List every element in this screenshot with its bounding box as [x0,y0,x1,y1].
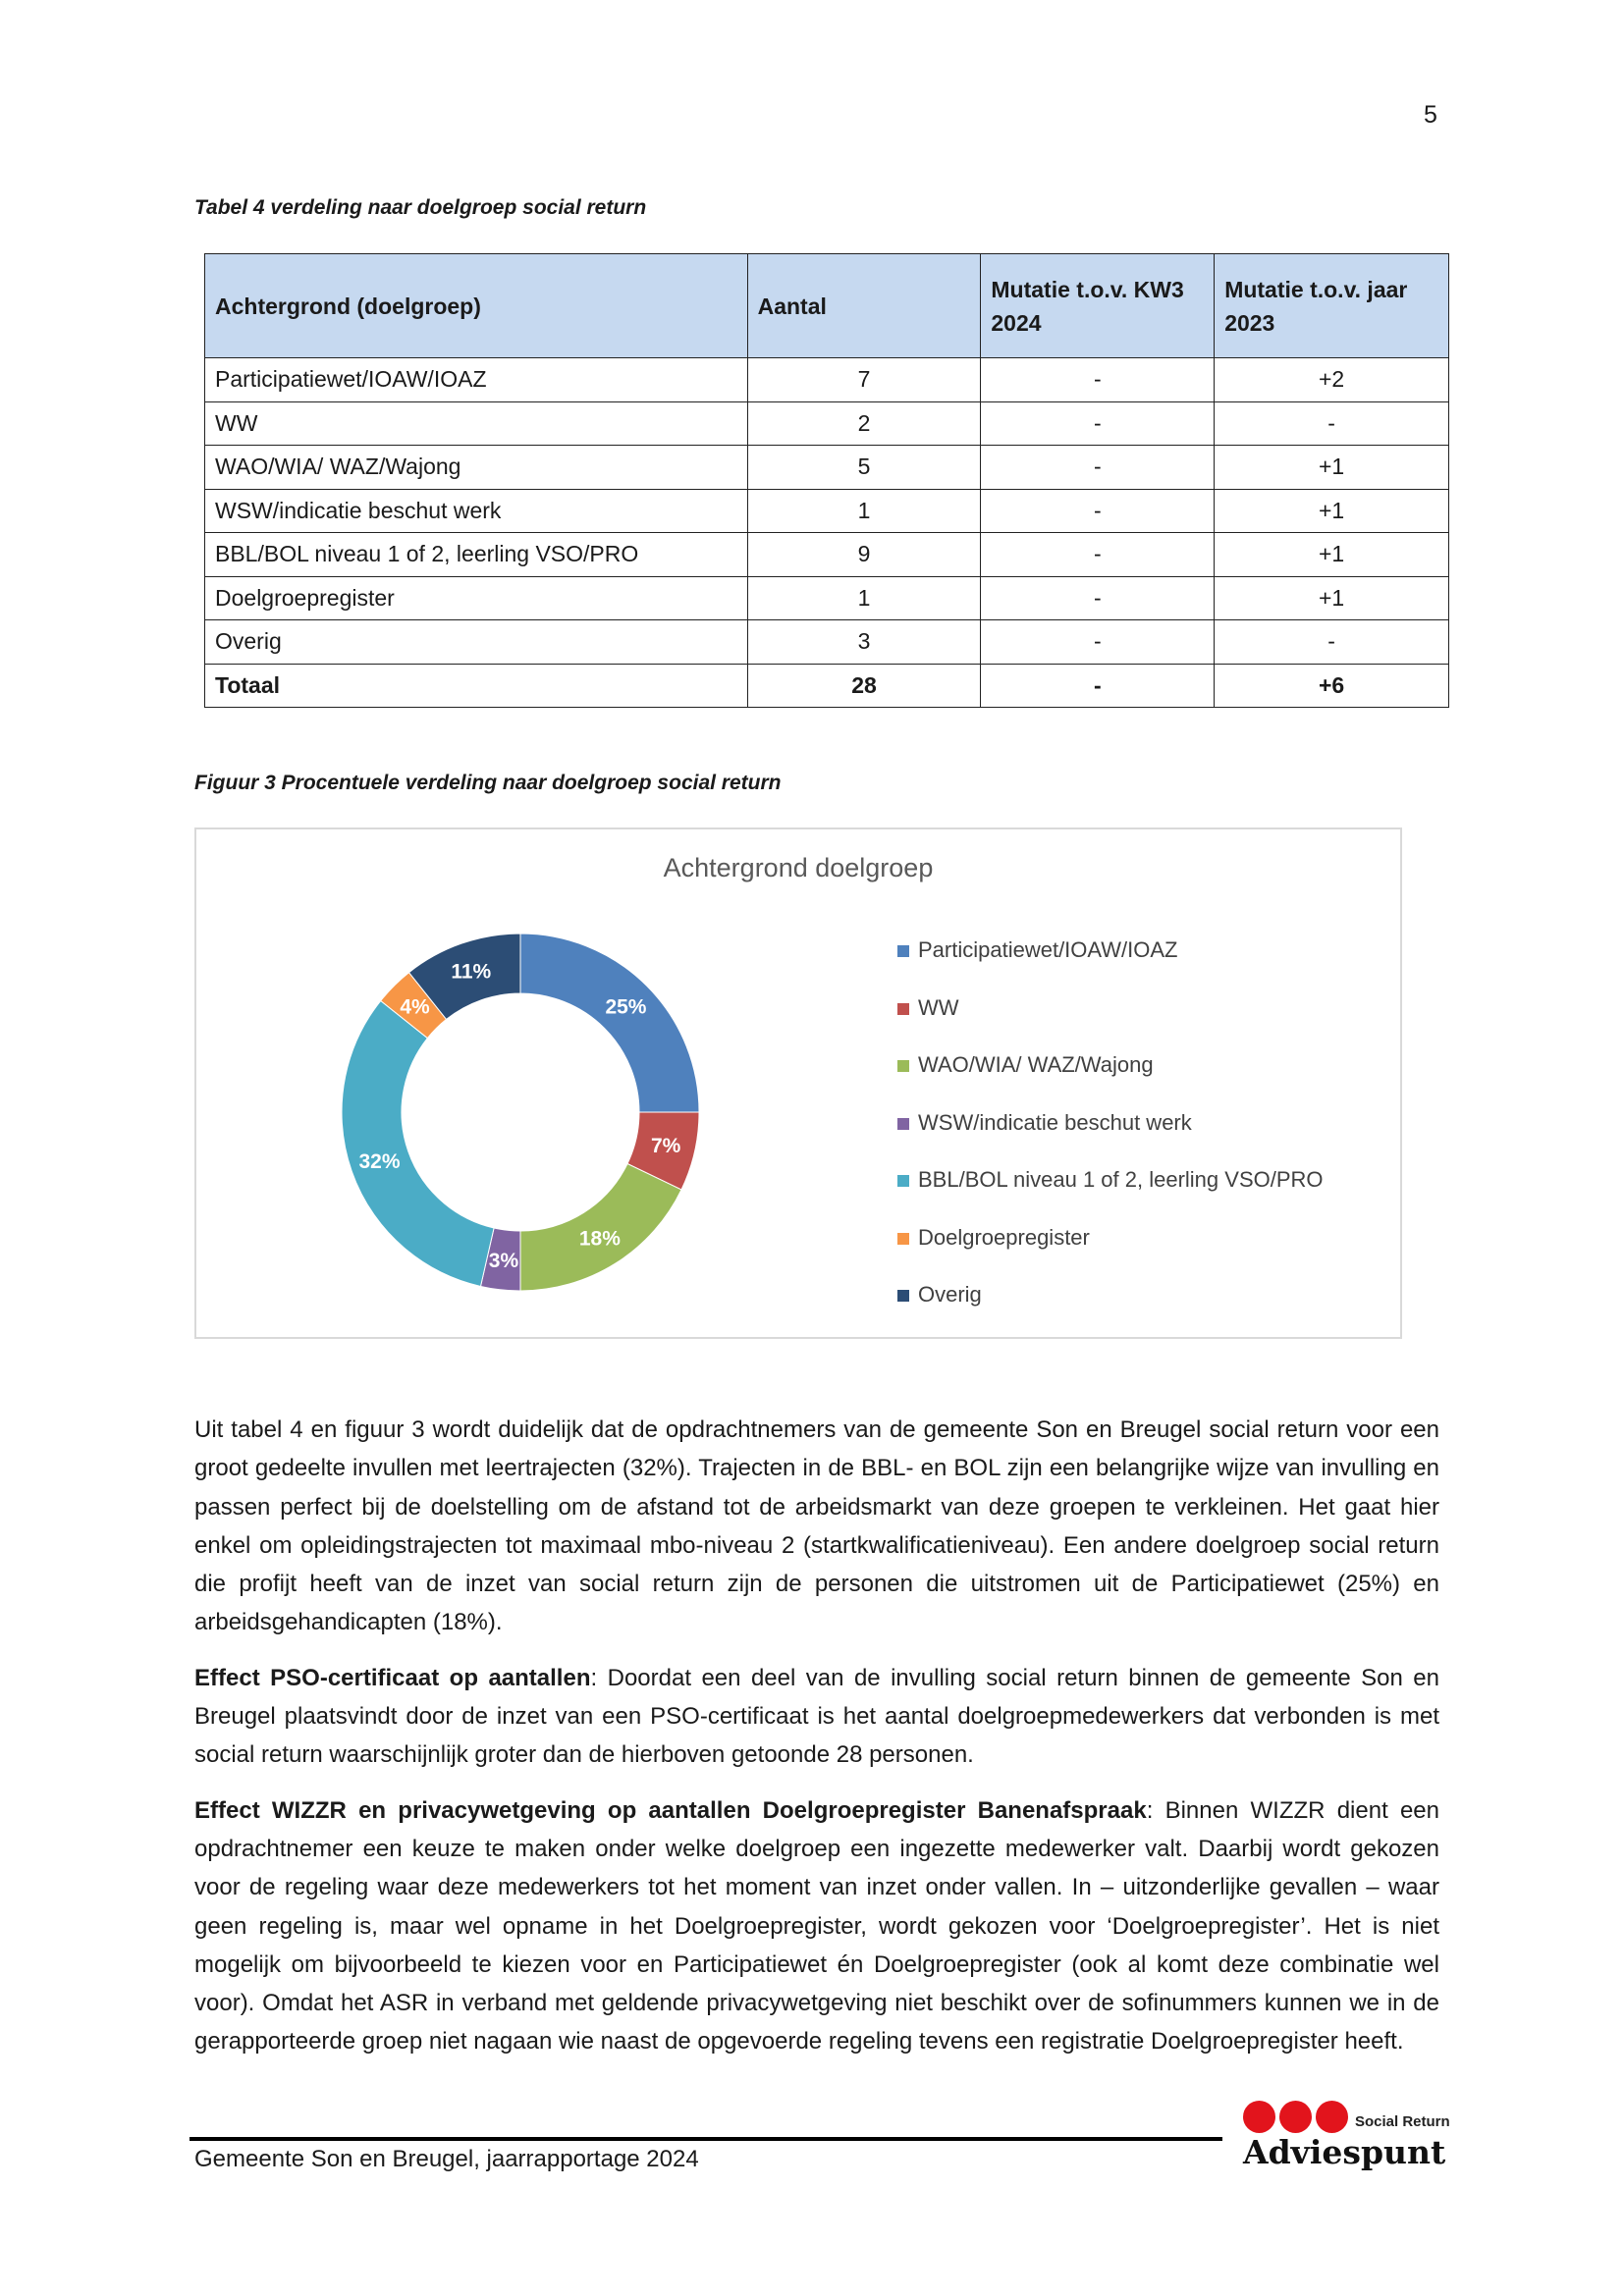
logo-dot-icon [1279,2101,1312,2133]
table-cell: 1 [747,576,981,620]
table-header-cell: Achtergrond (doelgroep) [205,254,748,358]
table-cell: - [1215,401,1449,446]
table-cell: - [1215,620,1449,665]
donut-data-label: 32% [358,1150,401,1174]
paragraph-text: : Binnen WIZZR dient een opdrachtnemer een keuze te maken onder welke doelgroep een ingezette medewerker valt. Daarbij wordt gekozen voor de regeling waar deze medewerkers tot het moment van inzet onder vallen. In – uitzonderlijke gevallen – waar geen regeling is, maar wel opname in het Doelgroepregister, wordt gekozen voor ‘Doelgroepregister’. Het is niet mogelijk om bijvoorbeeld te kiezen voor en Participatiewet én Doelgroepregister (ook al komt deze combinatie wel voor). Omdat het ASR in verband met geldende privacywetgeving niet beschikt over de sofinummers kunnen we in de gerapporteerde groep niet nagaan wie naast de opgevoerde regeling tevens een registratie Doelgroepregister heeft. [194,1796,1439,2056]
table-row [205,620,1449,665]
table-cell: +6 [1215,664,1449,708]
logo-title: Adviespunt [1243,2133,1446,2171]
legend-label: Overig [918,1282,982,1307]
table-cell: 3 [747,620,981,665]
table-row [205,446,1449,490]
donut-slice [342,1001,494,1287]
logo-dot-icon [1243,2101,1275,2133]
table-cell: BBL/BOL niveau 1 of 2, leerling VSO/PRO [205,533,748,577]
legend-swatch [897,1060,909,1072]
table-row [205,401,1449,446]
legend-swatch [897,1118,909,1130]
logo-subtitle: Social Return [1355,2113,1450,2130]
table-cell: +1 [1215,533,1449,577]
table-cell: +1 [1215,576,1449,620]
table-cell: WAO/WIA/ WAZ/Wajong [205,446,748,490]
table-cell: 28 [747,664,981,708]
legend-item [897,1167,1324,1225]
figure-caption: Figuur 3 Procentuele verdeling naar doelgroep social return [194,772,782,794]
table-cell: 1 [747,489,981,533]
footer-rule [189,2137,1222,2141]
donut-slice [520,934,699,1112]
table-header-cell: Mutatie t.o.v. jaar 2023 [1215,254,1449,358]
legend-label: WSW/indicatie beschut werk [918,1109,1192,1135]
legend-item [897,995,1324,1053]
legend-label: Doelgroepregister [918,1224,1090,1250]
legend-swatch [897,945,909,957]
table-cell: - [981,533,1215,577]
table-cell: - [981,358,1215,402]
table-cell: +1 [1215,446,1449,490]
page-number: 5 [1424,101,1437,129]
table-cell: Doelgroepregister [205,576,748,620]
legend-label: WAO/WIA/ WAZ/Wajong [918,1052,1154,1077]
donut-data-label: 25% [605,995,647,1019]
table-row [205,533,1449,577]
table-cell: - [981,401,1215,446]
paragraph [194,1659,1439,1775]
donut-data-label: 4% [400,995,430,1019]
donut-chart [194,828,1402,1339]
body-text [194,1411,1439,2078]
table-cell: 2 [747,401,981,446]
table-row [205,358,1449,402]
table-cell: 7 [747,358,981,402]
logo-dot-icon [1316,2101,1348,2133]
adviespunt-logo [1239,2101,1465,2179]
chart-title: Achtergrond doelgroep [663,853,934,882]
donut-chart-svg [334,926,707,1299]
paragraph-heading: Effect WIZZR en privacywetgeving op aantallen Doelgroepregister Banenafspraak [194,1796,1147,1824]
table-header-cell: Aantal [747,254,981,358]
table-total-row [205,664,1449,708]
legend-item [897,1110,1324,1168]
legend-swatch [897,1290,909,1302]
donut-data-label: 18% [578,1227,621,1251]
legend-item [897,937,1324,995]
paragraph-text: : Doordat een deel van de invulling social return binnen de gemeente Son en Breugel plaatsvindt door de inzet van een PSO-certificaat is het aantal doelgroepmedewerkers dat verbonden is met social return waarschijnlijk groter dan de hierboven getoonde 28 personen. [194,1664,1439,1769]
legend-label: BBL/BOL niveau 1 of 2, leerling VSO/PRO [918,1167,1324,1192]
donut-data-label: 7% [651,1134,681,1157]
table-row [205,489,1449,533]
table-cell: +1 [1215,489,1449,533]
table-cell: Overig [205,620,748,665]
doelgroep-table [204,253,1449,708]
paragraph-text: Uit tabel 4 en figuur 3 wordt duidelijk dat de opdrachtnemers van de gemeente Son en Breugel social return voor een groot gedeelte invullen met leertrajecten (32%). Trajecten in de BBL- en BOL zijn een belangrijke wijze van invulling en passen perfect bij de doelstelling om de afstand tot de arbeidsmarkt van deze groepen te verkleinen. Het gaat hier enkel om opleidingstrajecten tot maximaal mbo-niveau 2 (startkwalificatieniveau). Een andere doelgroep social return die profijt heeft van de inzet van social return zijn de personen die uitstromen uit de Participatiewet (25%) en arbeidsgehandicapten (18%). [194,1416,1439,1636]
table-header-row [205,254,1449,358]
table-cell: - [981,489,1215,533]
table-cell: Participatiewet/IOAW/IOAZ [205,358,748,402]
table-cell: - [981,446,1215,490]
table-cell: - [981,664,1215,708]
legend-item [897,1282,1324,1340]
footer-text: Gemeente Son en Breugel, jaarrapportage 2024 [194,2146,699,2172]
paragraph [194,1411,1439,1642]
table-cell: - [981,576,1215,620]
legend-label: WW [918,994,959,1020]
table-cell: WW [205,401,748,446]
table-cell: 9 [747,533,981,577]
paragraph-heading: Effect PSO-certificaat op aantallen [194,1664,591,1691]
legend-item [897,1052,1324,1110]
table-header-cell: Mutatie t.o.v. KW3 2024 [981,254,1215,358]
table-cell: Totaal [205,664,748,708]
legend-label: Participatiewet/IOAW/IOAZ [918,937,1178,962]
table-cell: - [981,620,1215,665]
table-cell: WSW/indicatie beschut werk [205,489,748,533]
legend-swatch [897,1003,909,1015]
legend-swatch [897,1233,909,1245]
legend-swatch [897,1175,909,1187]
table-cell: 5 [747,446,981,490]
table-row [205,576,1449,620]
legend-item [897,1225,1324,1283]
paragraph [194,1791,1439,2061]
donut-data-label: 11% [451,960,492,984]
table-cell: +2 [1215,358,1449,402]
chart-legend [897,937,1324,1340]
donut-data-label: 3% [488,1250,519,1273]
table-caption: Tabel 4 verdeling naar doelgroep social return [194,196,647,219]
